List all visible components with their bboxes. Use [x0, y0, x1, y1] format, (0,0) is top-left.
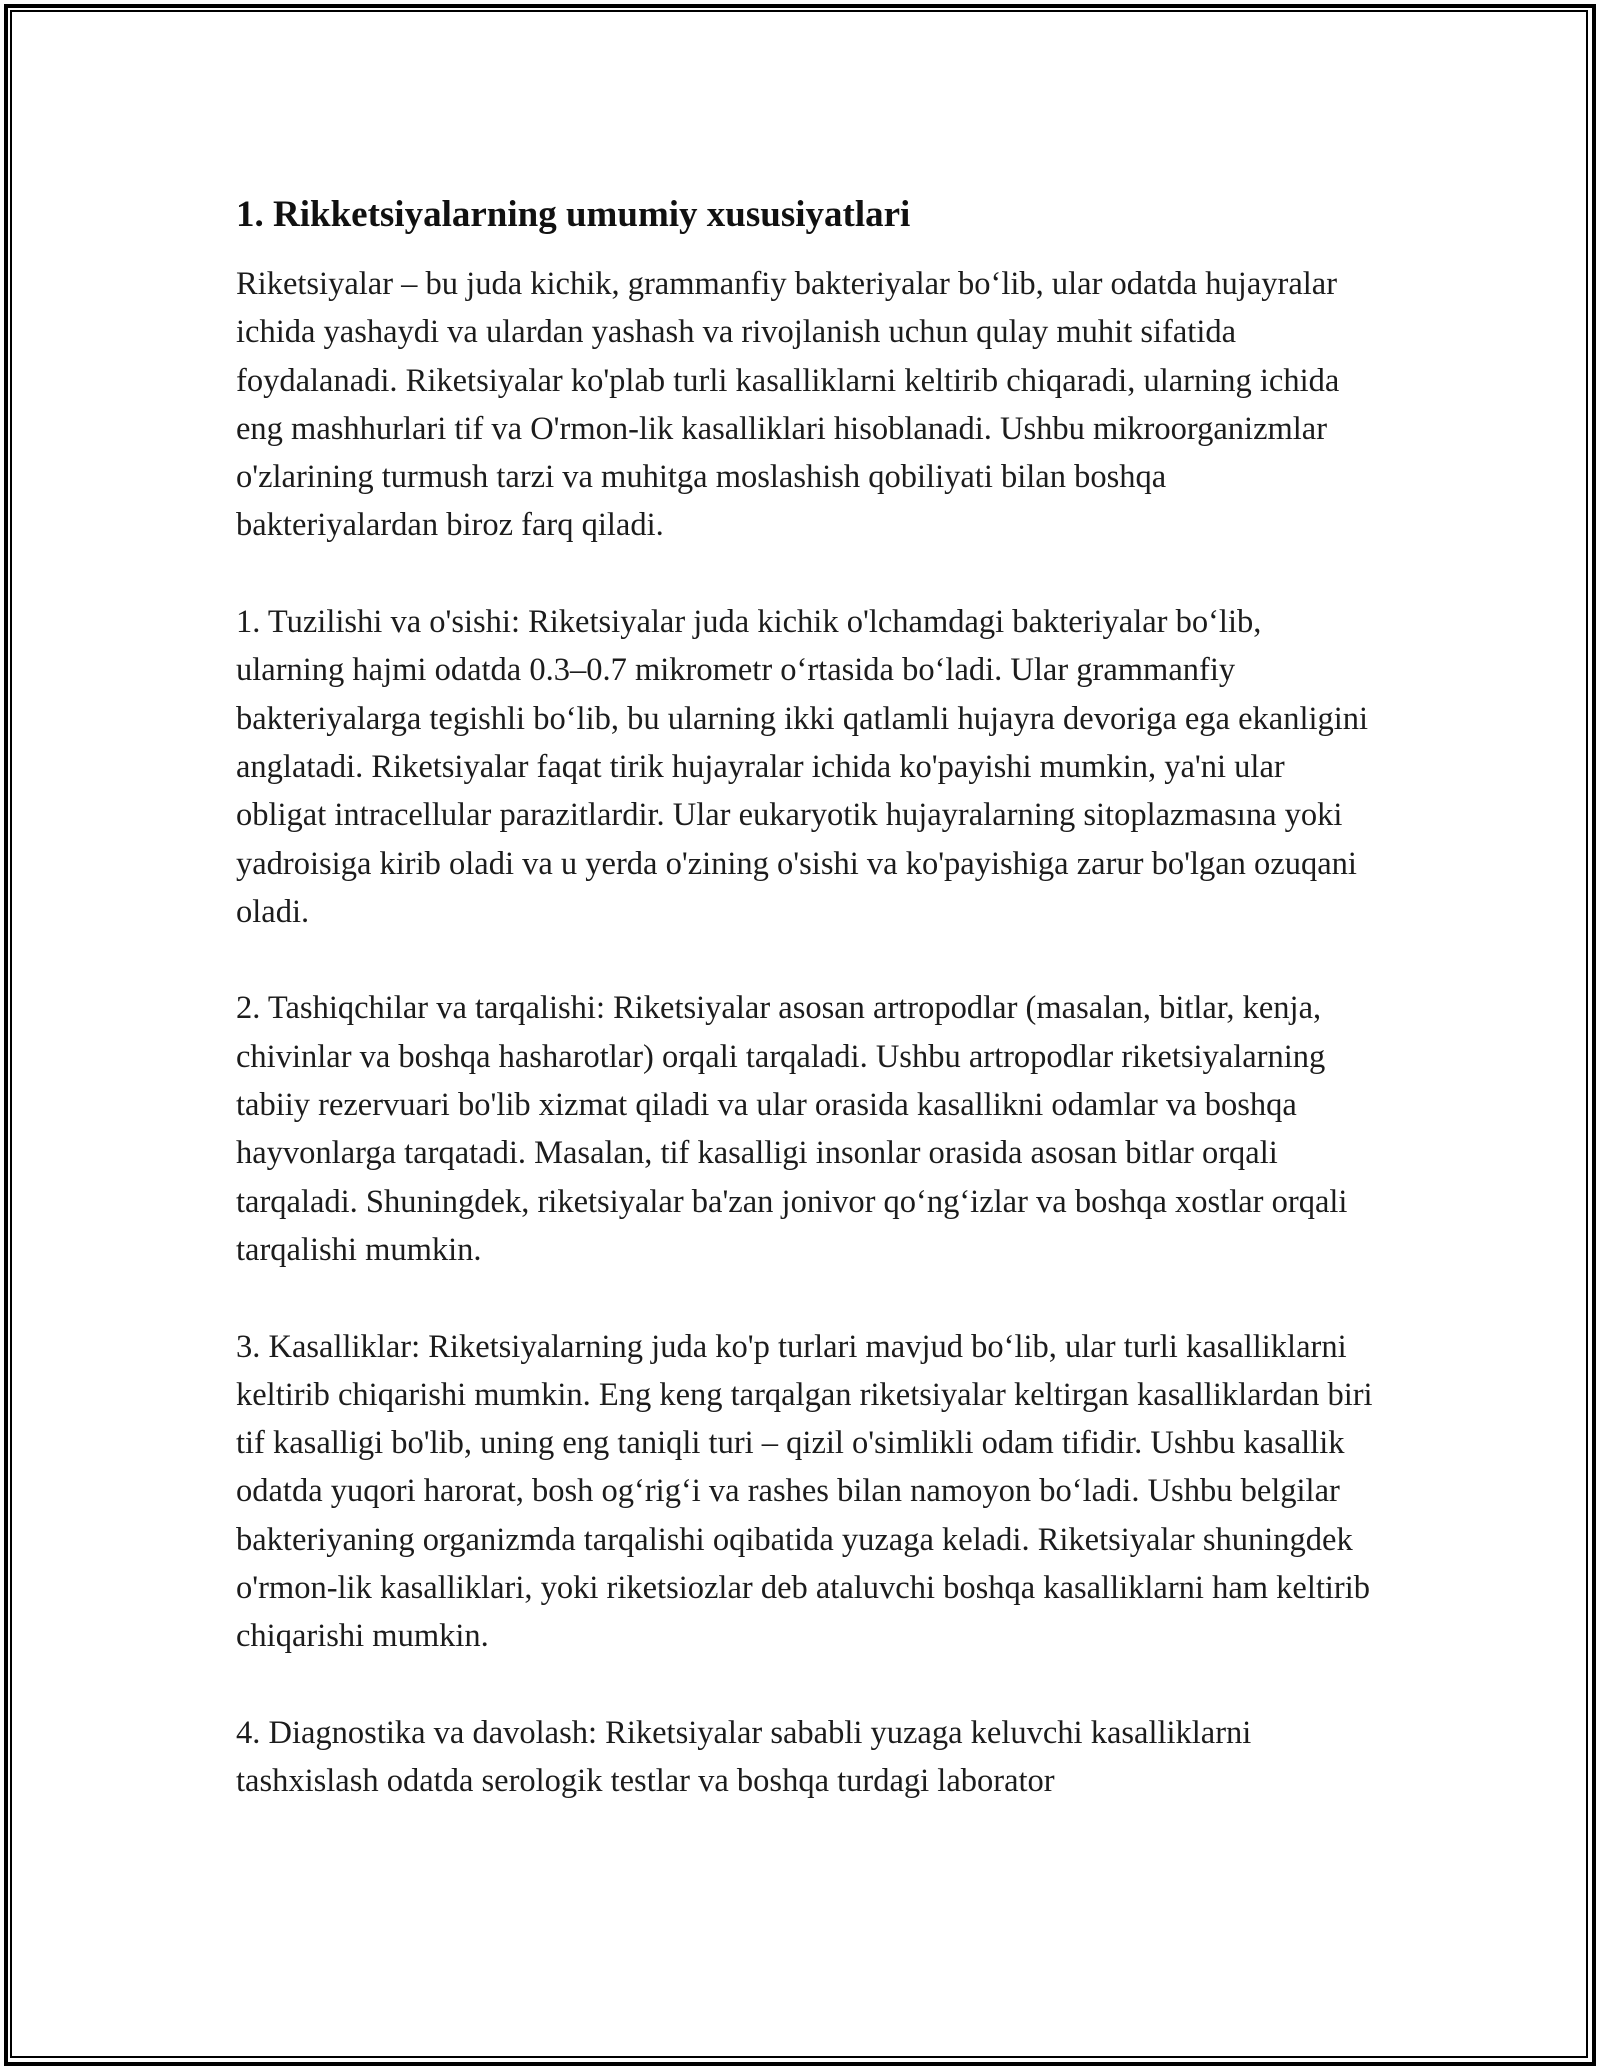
paragraph-vectors-spread: 2. Tashiqchilar va tarqalishi: Riketsiyalar asosan artropodlar (masalan, bitlar, kenja, chivinlar va boshqa hasharotlar) orqali tarqaladi. Ushbu artropodlar riketsiyalarning tabiiy rezervuari bo'lib xizmat qiladi va ular orasida kasallikni odamlar va boshqa hayvonlarga tarqatadi. Masalan, tif kasalligi insonlar orasida asosan bitlar orqali tarqaladi. Shuningdek, riketsiyalar ba'zan jonivor qo‘ng‘izlar va boshqa xostlar orqali tarqalishi mumkin.: [236, 990, 1348, 1268]
document-body: [236, 190, 1376, 1854]
paragraph-diseases: 3. Kasalliklar: Riketsiyalarning juda ko'p turlari mavjud bo‘lib, ular turli kasalliklarni keltirib chiqarishi mumkin. Eng keng tarqalgan riketsiyalar keltirgan kasalliklardan biri tif kasalligi bo'lib, uning eng taniqli turi – qizil o'simlikli odam tifidir. Ushbu kasallik odatda yuqori harorat, bosh og‘rig‘i va rashes bilan namoyon bo‘ladi. Ushbu belgilar bakteriyaning organizmda tarqalishi oqibatida yuzaga keladi. Riketsiyalar shuningdek o'rmon-lik kasalliklari, yoki riketsiozlar deb ataluvchi boshqa kasalliklarni ham keltirib chiqarishi mumkin.: [236, 1328, 1373, 1655]
paragraph-intro: Riketsiyalar – bu juda kichik, grammanfiy bakteriyalar bo‘lib, ular odatda hujayralar ichida yashaydi va ulardan yashash va rivojlanish uchun qulay muhit sifatida foydalanadi. Riketsiyalar ko'plab turli kasalliklarni keltirib chiqaradi, ularning ichida eng mashhurlari tif va O'rmon-lik kasalliklari hisoblanadi. Ushbu mikroorganizmlar o'zlarining turmush tarzi va muhitga moslashish qobiliyati bilan boshqa bakteriyalardan biroz farq qiladi.: [236, 266, 1340, 544]
document-title: 1. Rikketsiyalarning umumiy xususiyatlari: [236, 194, 911, 235]
paragraph-diagnostics-treatment: 4. Diagnostika va davolash: Riketsiyalar sababli yuzaga keluvchi kasalliklarni tashxislash odatda serologik testlar va boshqa turdagi laborator: [236, 1714, 1252, 1800]
paragraph-structure-growth: 1. Tuzilishi va o'sishi: Riketsiyalar juda kichik o'lchamdagi bakteriyalar bo‘lib, ularning hajmi odatda 0.3–0.7 mikrometr o‘rtasida bo‘ladi. Ular grammanfiy bakteriyalarga tegishli bo‘lib, bu ularning ikki qatlamli hujayra devoriga ega ekanligini anglatadi. Riketsiyalar faqat tirik hujayralar ichida ko'payishi mumkin, ya'ni ular obligat intracellular parazitlardir. Ular eukaryotik hujayralarning sitoplazmasına yoki yadroisiga kirib oladi va u yerda o'zining o'sishi va ko'payishiga zarur bo'lgan ozuqani oladi.: [236, 604, 1369, 930]
